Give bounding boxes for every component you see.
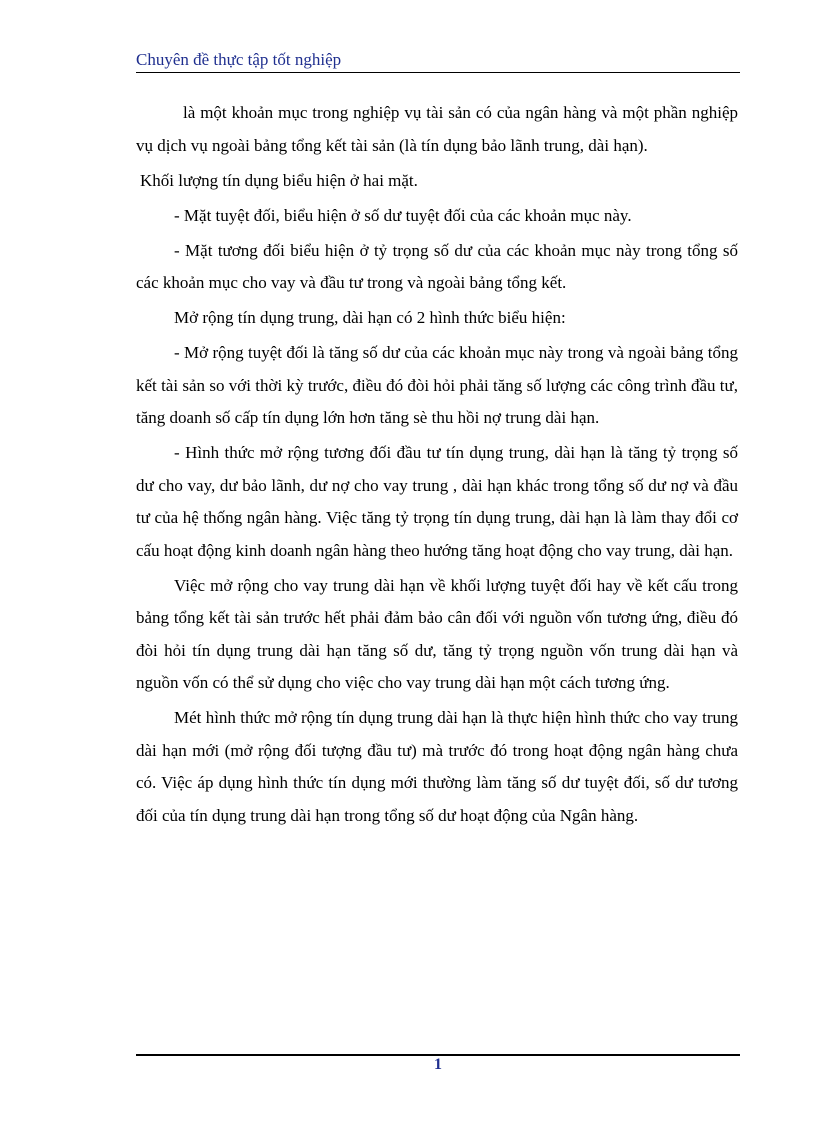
body-paragraph-1: là một khoản mục trong nghiệp vụ tài sản có của ngân hàng và một phần nghiệp vụ dịch vụ ngoài bảng tổng kết tài sản (là tín dụng bảo lãnh trung, dài hạn). bbox=[136, 103, 738, 155]
body-paragraph-9: Mét hình thức mở rộng tín dụng trung dài hạn là thực hiện hình thức cho vay trung dài hạn mới (mở rộng đối tượng đầu tư) mà trước đó trong hoạt động ngân hàng chưa có. Việc áp dụng hình thức tín dụng mới thường làm tăng số dư tuyệt đối, số dư tương đối của tín dụng trung dài hạn trong tổng số dư hoạt động của Ngân hàng. bbox=[136, 708, 738, 825]
body-paragraph-8: Việc mở rộng cho vay trung dài hạn về khối lượng tuyệt đối hay về kết cấu trong bảng tổng kết tài sản trước hết phải đảm bảo cân đối với nguồn vốn tương ứng, điều đó đòi hỏi tín dụng trung dài hạn tăng số dư, tăng tỷ trọng nguồn vốn trung dài hạn và nguồn vốn có thể sử dụng cho việc cho vay trung dài hạn một cách tương ứng. bbox=[136, 575, 738, 692]
body-paragraph-3: - Mặt tuyệt đối, biểu hiện ở số dư tuyệt đối của các khoản mục này. bbox=[174, 205, 632, 225]
page-header bbox=[136, 48, 740, 73]
body-paragraph-6: - Mở rộng tuyệt đối là tăng số dư của các khoản mục này trong và ngoài bảng tổng kết tài sản so với thời kỳ trước, điều đó đòi hỏi phải tăng số lượng các công trình đầu tư, tăng doanh số cấp tín dụng lớn hơn tăng sè thu hồi nợ trung dài hạn. bbox=[136, 343, 738, 427]
header-title: Chuyên đề thực tập tốt nghiệp bbox=[136, 50, 342, 69]
document-body bbox=[136, 97, 738, 835]
body-paragraph-4: - Mặt tương đối biểu hiện ở tỷ trọng số dư của các khoản mục này trong tổng số các khoản mục cho vay và đầu tư trong và ngoài bảng tổng kết. bbox=[136, 240, 738, 292]
body-paragraph-7: - Hình thức mở rộng tương đối đầu tư tín dụng trung, dài hạn là tăng tỷ trọng số dư cho vay, dư bảo lãnh, dư nợ cho vay trung , dài hạn khác trong tổng số dư nợ và đầu tư của hệ thống ngân hàng. Việc tăng tỷ trọng tín dụng trung, dài hạn là làm thay đổi cơ cấu hoạt động kinh doanh ngân hàng theo hướng tăng hoạt động cho vay trung, dài hạn. bbox=[136, 443, 738, 560]
body-paragraph-5: Mở rộng tín dụng trung, dài hạn có 2 hình thức biểu hiện: bbox=[174, 308, 566, 327]
page-number: 1 bbox=[434, 1056, 442, 1073]
body-paragraph-2: Khối lượng tín dụng biểu hiện ở hai mặt. bbox=[140, 170, 418, 190]
